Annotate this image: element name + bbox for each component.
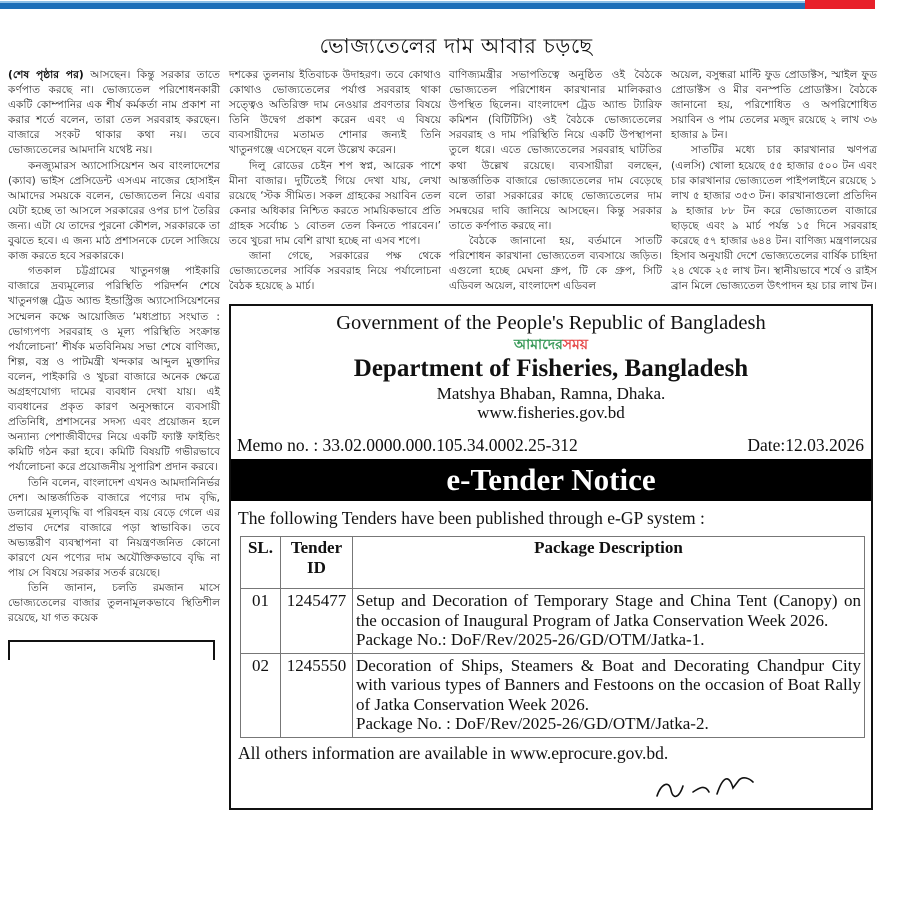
adjacent-box-border	[8, 640, 215, 660]
newspaper-watermark-logo: আমাদেরসময়	[513, 337, 589, 354]
paragraph: গতকাল চট্টগ্রামের খাতুনগঞ্জ পাইকারি বাজারে দ্রব্যমূল্যের পরিস্থিতি পরিদর্শন শেষে খাতুনগঞ্জ ট্রেড অ্যান্ড ইন্ডাস্ট্রিজ অ্যাসোসিয়েশনের সম্মেলন কক্ষে আয়োজিত ‘মধ্যপ্রাচ্য সংঘাত : ভোগ্যপণ্য সরবরাহ ও মূল্য পরিস্থিতি সংক্রান্ত পর্যালোচনা’ শীর্ষক মতবিনিময় সভা শেষে বাণিজ্য, শিল্প, বস্ত্র ও পাটমন্ত্রী খন্দকার আব্দুল মুক্তাদির বলেন, পাইকারি ও খুচরা বাজারে অনেক ক্ষেত্রে অগ্রহণযোগ্য দামের ব্যবধান দেখা যায়। এই ব্যবধানের প্রকৃত কারণ অনুসন্ধানে ব্যবসায়ী প্রতিনিধি, প্রশাসনের সদস্য এবং প্রয়োজন হলে অন্যান্য পেশাজীবীদের নিয়ে একটি ফ্যাক্ট ফাইন্ডিং কমিটি গঠন করা হবে। কমিটি বিষয়টি গভীরভাবে পর্যালোচনা করে প্রয়োজনীয় সুপারিশ প্রদান করবে।	[8, 265, 220, 474]
article-column-2	[229, 68, 441, 294]
article-column-3	[449, 68, 662, 294]
cell-tender-id: 1245477	[281, 589, 353, 654]
tender-table	[240, 536, 865, 738]
department-website: www.fisheries.gov.bd	[477, 403, 625, 423]
paragraph: তিনি বলেন, বাংলাদেশ এখনও আমদানিনির্ভর দেশ। আন্তর্জাতিক বাজারে পণ্যের দাম বৃদ্ধি, ডলারের মূল্যবৃদ্ধি বা পরিবহন ব্যয় বেড়ে গেলে এর প্রভাব দেশের বাজারে পড়া স্বাভাবিক। তবে অভ্যন্তরীণ ব্যবস্থাপনা বা নিয়ন্ত্রণজনিত কোনো কারণে যেন পণ্যের দাম অযৌক্তিকভাবে বৃদ্ধি না পায় সে বিষয়ে সরকার সতর্ক রয়েছে।	[8, 476, 220, 580]
government-heading: Government of the People's Republic of Bangladesh	[336, 312, 766, 335]
paragraph: বৈঠকে জানানো হয়, বর্তমানে সাতটি পরিশোধন কারখানা ভোজ্যতেল ব্যবসায়ে জড়িত। এগুলো হচ্ছে মেঘনা গ্রুপ, টি কে গ্রুপ, সিটি এডিবল অয়েল, বাংলাদেশ এডিবল	[449, 235, 662, 293]
department-address: Matshya Bhaban, Ramna, Dhaka.	[436, 384, 666, 404]
table-row	[241, 653, 865, 737]
paragraph: দিলু রোডের চেইন শপ স্বপ্ন, আরেক পাশে মীনা বাজার। দুটিতেই গিয়ে দেখা যায়, লেখা রয়েছে ‘স্টক সীমিত। সকল গ্রাহকের সয়াবিন তেল কেনার অধিকার নিশ্চিত করতে সাময়িকভাবে প্রতি গ্রাহক সর্বোচ্চ ১ বোতল তেল কিনতে পারবেন।’ তবে খুচরা দাম বেশি রাখা হচ্ছে না এসব শপে।	[229, 159, 441, 248]
top-rule-red-block	[805, 0, 875, 9]
page-layout	[0, 68, 912, 810]
article-column-1	[8, 68, 220, 810]
cell-tender-id: 1245550	[281, 653, 353, 737]
column-header-description: Package Description	[353, 537, 865, 589]
tender-notice-cell	[229, 294, 877, 810]
top-rule-blue	[0, 3, 805, 9]
memo-number: Memo no. : 33.02.0000.000.105.34.0002.25-312	[237, 435, 578, 456]
article-column-4	[671, 68, 877, 294]
table-header-row	[241, 537, 865, 589]
package-description: Setup and Decoration of Temporary Stage and China Tent (Canopy) on the occasion of Inaugural Program of Jatka Conservation Week 2026.	[356, 591, 861, 630]
paragraph: দশকের তুলনায় ইতিবাচক উদাহরণ। তবে কোথাও কোথাও ভোজ্যতেলের পর্যাপ্ত সরবরাহ থাকা সত্ত্বেও অতিরিক্ত দাম নেওয়ার প্রবণতার বিষয়ে তিনি উদ্বেগ প্রকাশ করেন এবং এ বিষয়ে ব্যবসায়ীদের মতামত শোনার জন্যই তিনি খাতুনগঞ্জে এসেছেন বলে উল্লেখ করেন।	[229, 69, 441, 157]
package-description: Decoration of Ships, Steamers & Boat and Decorating Chandpur City with various types of Banners and Festoons on the occasion of Boat Rally of Jatka Conservation Week 2026.	[356, 655, 861, 714]
notice-title: e-Tender Notice	[231, 459, 871, 501]
table-row	[241, 589, 865, 654]
paragraph: বাণিজ্যমন্ত্রীর সভাপতিত্বে অনুষ্ঠিত ওই বৈঠকে ভোজ্যতেল পরিশোধন কারখানার মালিকরাও উপস্থিত ছিলেন। বাংলাদেশ ট্রেড অ্যান্ড ট্যারিফ কমিশন (বিটিটিসি) ওই বৈঠকে ভোজ্যতেলের সরবরাহ ও দাম পরিস্থিতি নিয়ে একটি উপস্থাপনা তুলে ধরে। এতে ভোজ্যতেলের সরবরাহ ঘাটতির কথা উল্লেখ রয়েছে। ব্যবসায়ীরা বলছেন, আন্তর্জাতিক বাজারে ভোজ্যতেলের দাম বেড়েছে বলে তারা সরকারের কাছে ভোজ্যতেলের দাম সমন্বয়ের দাবি জানিয়ে আসছেন। কিন্তু সরকার তাতে কর্ণপাত করছে না।	[449, 69, 662, 232]
column-header-tender-id: Tender ID	[281, 537, 353, 589]
tender-notice-advertisement	[229, 304, 873, 810]
package-number: Package No. : DoF/Rev/2025-26/GD/OTM/Jatka-2.	[356, 714, 709, 734]
paragraph: (শেষ পৃষ্ঠার পর) আসছেন। কিন্তু সরকার তাতে কর্ণপাত করছে না। ভোজ্যতেল পরিশোধনকারী একটি কোম্পানির এক শীর্ষ কর্মকর্তা নাম প্রকাশ না করার শর্তে বলেন, তারা তেল সরবরাহ করছেন। বাজারে সংকট থাকার কথা নয়। তবে ভোজ্যতেলের আমদানি যথেষ্ট নয়।	[8, 69, 220, 157]
cell-sl: 02	[241, 653, 281, 737]
notice-intro: The following Tenders have been published through e-GP system :	[238, 508, 705, 529]
continued-from-label: (শেষ পৃষ্ঠার পর)	[8, 69, 84, 81]
article-headline: ভোজ্যতেলের দাম আবার চড়ছে	[319, 34, 593, 58]
paragraph: জানা গেছে, সরকারের পক্ষ থেকে ভোজ্যতেলের সার্বিক সরবরাহ নিয়ে পর্যালোচনা বৈঠক হয়েছে ৯ মার্চ।	[229, 250, 441, 293]
signature-icon	[649, 770, 759, 800]
cell-sl: 01	[241, 589, 281, 654]
memo-row	[231, 434, 871, 456]
notice-footer: All others information are available in www.eprocure.gov.bd.	[238, 742, 669, 763]
column-header-sl: SL.	[241, 537, 281, 589]
cell-description	[353, 653, 865, 737]
paragraph: অয়েল, বসুন্ধরা মাল্টি ফুড প্রোডাক্টস, স্মাইল ফুড প্রোডাক্টস ও মীর বনস্পতি প্রোডাক্টস। বৈঠকে জানানো হয়, পরিশোধিত ও অপরিশোধিত সয়াবিন ও পাম তেলের মজুদ রয়েছে ২ লাখ ৩৬ হাজার ৯ টন।	[671, 69, 877, 142]
package-number: Package No.: DoF/Rev/2025-26/GD/OTM/Jatka-1.	[356, 630, 705, 650]
memo-date: Date:12.03.2026	[747, 435, 864, 456]
cell-description	[353, 589, 865, 654]
department-name: Department of Fisheries, Bangladesh	[353, 355, 749, 383]
paragraph: কনজ্যুমারস অ্যাসোসিয়েশন অব বাংলাদেশের (ক্যাব) ভাইস প্রেসিডেন্ট এসএম নাজের হোসাইন আমাদের সময়কে বলেন, ভোজ্যতেল নিয়ে এবার যেটা হচ্ছে তা আসলে সরকারের ওপর চাপ তৈরির জন্য। এটা যে তাদের পুরনো কৌশল, সরকারকে তা বুঝতে হবে। এ জন্য মাঠ প্রশাসনকে ঢেলে সাজিয়ে কাজ করতে হবে সরকারকে।	[8, 159, 220, 263]
paragraph: তিনি জানান, চলতি রমজান মাসে ভোজ্যতেলের বাজার তুলনামূলকভাবে স্থিতিশীল রয়েছে, যা গত কয়েক	[8, 582, 220, 625]
paragraph: সাতটির মধ্যে চার কারখানার ঋণপত্র (এলসি) খোলা হয়েছে ৫৫ হাজার ৫০০ টন এবং চার কারখানার ভোজ্যতেল পাইপলাইনে রয়েছে ১ লাখ ৫ হাজার ৩৫৩ টন। কারখানাগুলো প্রতিদিন ৯ হাজার ৮৮ টন করে ভোজ্যতেল বাজারে ছাড়ছে এবং ৯ মার্চ পর্যন্ত ১৫ দিনে সরবরাহ করেছে ৫৭ হাজার ৬৪৪ টন। বাণিজ্য মন্ত্রণালয়ের হিসাব অনুযায়ী দেশে ভোজ্যতেলের বার্ষিক চাহিদা ২৪ থেকে ২৫ লাখ টন। স্থানীয়ভাবে শর্ষে ও রাইস ব্রান মিলে ভোজ্যতেল উৎপাদন হয় চার লাখ টন।	[671, 144, 877, 293]
